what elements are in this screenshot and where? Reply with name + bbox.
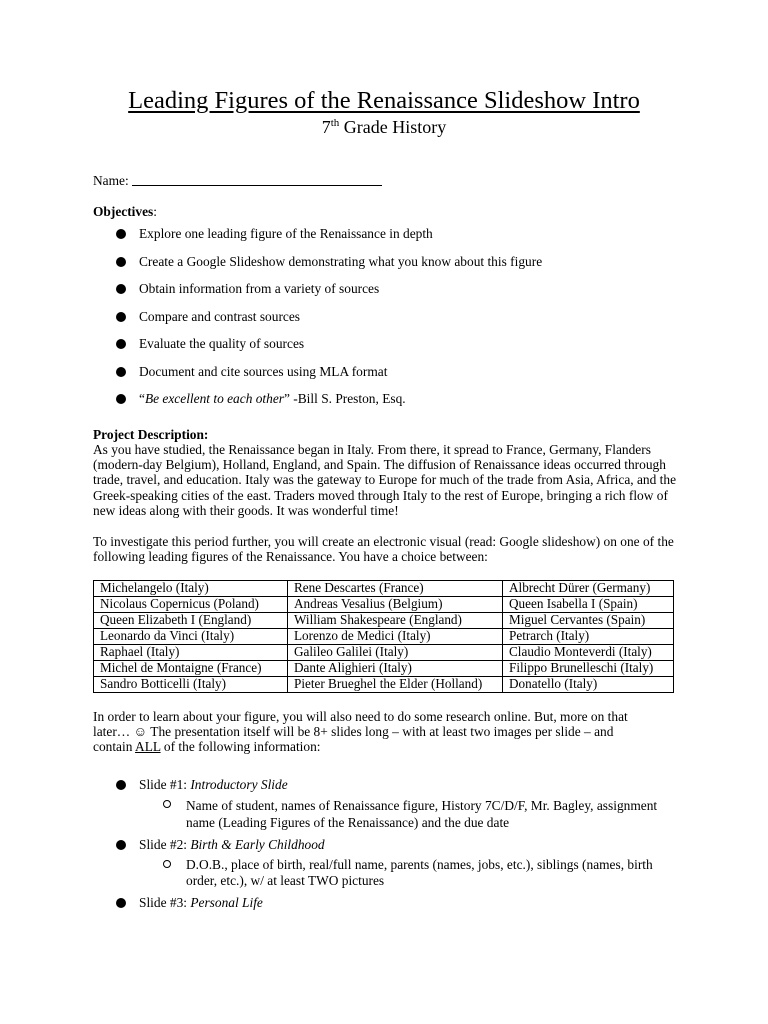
objectives-heading: [93, 204, 157, 219]
table-cell: Lorenzo de Medici (Italy): [288, 629, 503, 645]
table-cell: Andreas Vesalius (Belgium): [288, 597, 503, 613]
slide-heading: [139, 777, 699, 792]
smiley-icon: ☺: [133, 724, 148, 739]
course-name: Grade History: [339, 117, 447, 137]
table-cell: Galileo Galilei (Italy): [288, 645, 503, 661]
name-label: Name:: [93, 173, 129, 188]
objective-text: Evaluate the quality of sources: [139, 336, 305, 351]
slide-number: Slide #3:: [139, 895, 191, 910]
objectives-colon: :: [153, 204, 157, 219]
table-row: [94, 613, 674, 629]
table-cell: Michelangelo (Italy): [94, 581, 288, 597]
objective-text: Document and cite sources using MLA format: [139, 364, 388, 379]
table-cell: Miguel Cervantes (Spain): [503, 613, 674, 629]
table-cell: Filippo Brunelleschi (Italy): [503, 661, 674, 677]
table-cell: Pieter Brueghel the Elder (Holland): [288, 677, 503, 693]
research-text: of the following information:: [160, 739, 321, 754]
objective-text: Create a Google Slideshow demonstrating what you know about this figure: [139, 254, 543, 269]
research-paragraph-line-2: [93, 724, 613, 739]
table-cell: Dante Alighieri (Italy): [288, 661, 503, 677]
bullet-icon: [116, 898, 126, 908]
quote-open: “: [139, 391, 145, 406]
sub-bullet-icon: [163, 800, 171, 808]
table-cell: William Shakespeare (England): [288, 613, 503, 629]
table-row: [94, 629, 674, 645]
table-cell: Rene Descartes (France): [288, 581, 503, 597]
research-text: later…: [93, 724, 134, 739]
table-row: [94, 677, 674, 693]
bullet-icon: [116, 257, 126, 267]
table-cell: Leonardo da Vinci (Italy): [94, 629, 288, 645]
objective-text: Obtain information from a variety of sources: [139, 281, 380, 296]
quote-attribution: ” -Bill S. Preston, Esq.: [284, 391, 406, 406]
grade-ordinal: th: [330, 117, 340, 129]
objective-quote: [139, 391, 699, 406]
table-cell: Sandro Botticelli (Italy): [94, 677, 288, 693]
slide-heading: [139, 837, 699, 852]
all-emphasis: ALL: [135, 739, 161, 754]
bullet-icon: [116, 339, 126, 349]
document-title: Leading Figures of the Renaissance Slideshow Intro: [128, 87, 640, 114]
objectives-label: Objectives: [93, 204, 154, 219]
table-cell: Albrecht Dürer (Germany): [503, 581, 674, 597]
figures-intro-paragraph: To investigate this period further, you will create an electronic visual (read: Google slideshow) on one of the following leading figures of the Renaissance. You have a choice between:: [93, 534, 674, 565]
bullet-icon: [116, 780, 126, 790]
bullet-icon: [116, 312, 126, 322]
research-text: contain: [93, 739, 136, 754]
slide-number: Slide #1:: [139, 777, 191, 792]
table-cell: Michel de Montaigne (France): [94, 661, 288, 677]
slide-title: Birth & Early Childhood: [190, 837, 325, 852]
sub-bullet-icon: [163, 860, 171, 868]
grade-number: 7: [321, 117, 331, 137]
slide-detail: D.O.B., place of birth, real/full name, parents (names, jobs, etc.), siblings (names, birth order, etc.), w/ at least TWO pictures: [186, 857, 653, 888]
table-cell: Petrarch (Italy): [503, 629, 674, 645]
table-cell: Raphael (Italy): [94, 645, 288, 661]
bullet-icon: [116, 394, 126, 404]
table-cell: Claudio Monteverdi (Italy): [503, 645, 674, 661]
slide-title: Introductory Slide: [190, 777, 288, 792]
table-cell: Nicolaus Copernicus (Poland): [94, 597, 288, 613]
project-description-heading: Project Description:: [93, 427, 209, 442]
table-cell: Donatello (Italy): [503, 677, 674, 693]
slide-title: Personal Life: [190, 895, 263, 910]
name-blank: [132, 172, 382, 186]
objective-text: Compare and contrast sources: [139, 309, 301, 324]
table-row: [94, 645, 674, 661]
research-paragraph-line-3: [93, 739, 321, 754]
name-line: [93, 172, 382, 188]
project-description-paragraph: As you have studied, the Renaissance began in Italy. From there, it spread to France, Germany, Flanders (modern-day Belgium), Holland, England, and Spain. The diffusion of Renaissance ideas occurred through trade, travel, and education. Italy was the gateway to Europe for much of the trade from Asia, Africa, and the Greek-speaking cities of the east. Traders moved through Italy to the rest of Europe, bringing a rich flow of new ideas along with their goods. It was wonderful time!: [93, 442, 677, 518]
figures-table: [93, 580, 674, 693]
table-cell: Queen Elizabeth I (England): [94, 613, 288, 629]
bullet-icon: [116, 284, 126, 294]
slide-detail: Name of student, names of Renaissance figure, History 7C/D/F, Mr. Bagley, assignment name (Leading Figures of the Renaissance) and the due date: [186, 798, 658, 830]
quote-text: Be excellent to each other: [144, 391, 284, 406]
slide-heading: [139, 895, 699, 910]
bullet-icon: [116, 367, 126, 377]
bullet-icon: [116, 840, 126, 850]
table-row: [94, 581, 674, 597]
table-cell: Queen Isabella I (Spain): [503, 597, 674, 613]
table-row: [94, 661, 674, 677]
objective-text: Explore one leading figure of the Renaissance in depth: [139, 226, 433, 241]
slide-number: Slide #2:: [139, 837, 191, 852]
research-text: The presentation itself will be 8+ slides long – with at least two images per slide – and: [147, 724, 614, 739]
research-paragraph-line-1: In order to learn about your figure, you will also need to do some research online. But, more on that: [93, 709, 628, 724]
document-subtitle: [0, 115, 768, 139]
bullet-icon: [116, 229, 126, 239]
table-row: [94, 597, 674, 613]
